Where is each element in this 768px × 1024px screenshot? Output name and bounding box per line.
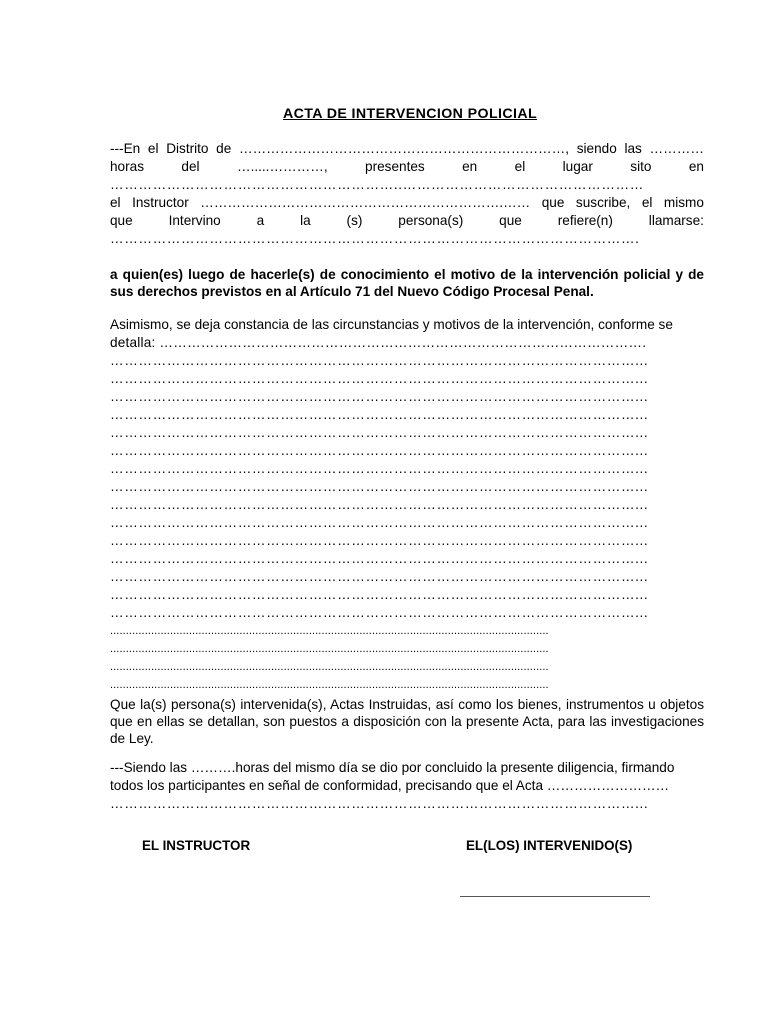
detail-dotted-small-lines [110, 622, 704, 694]
instructor-blank[interactable]: ………………………………………………………….…… [200, 195, 531, 210]
intervenido-signature-label: EL(LOS) INTERVENIDO(S) [466, 838, 633, 853]
fecha-blank[interactable]: ….....…………, [236, 159, 328, 174]
dotted-line[interactable]: …………………………………………………………………………………………………... [110, 515, 649, 530]
horas-line: horas del ….....…………, presentes en el lugar sito en [110, 159, 704, 174]
derechos-paragraph: a quien(es) luego de hacerle(s) de conocimiento el motivo de la intervención policial y de sus derechos previstos en al Artículo 71 del Nuevo Código Procesal Penal. [110, 267, 704, 299]
dotted-line[interactable]: …………………………………………………………………………………………………... [110, 425, 649, 440]
dotted-small-line[interactable]: ........................................................................................................................................... [110, 643, 549, 655]
dotted-line[interactable]: …………………………………………………………………………………………………... [110, 461, 649, 476]
dotted-line[interactable]: …………………………………………………………………………………………………... [110, 497, 649, 512]
instructor-line: el Instructor ………………………………………………………….…… que suscribe, el mismo [110, 195, 704, 210]
asimismo-line: Asimismo, se deja constancia de las circunstancias y motivos de la intervención, conforme se [110, 317, 673, 332]
distrito-blank[interactable]: ………………………………………………………………, [238, 141, 570, 156]
dotted-line[interactable]: …………………………………………………………………………………………………... [110, 389, 649, 404]
distrito-line: ---En el Distrito de ………………………………………………………………, siendo las ………… [110, 141, 704, 156]
dotted-line[interactable]: …………………………………………………………………………………………………... [110, 569, 649, 584]
dotted-line[interactable]: …………………………………………………………………………………………………... [110, 479, 649, 494]
detalla-line[interactable]: detalla: ……………………………………………………………………………………………. [110, 335, 647, 350]
detail-dotted-lines [110, 352, 704, 622]
siendo-line: ---Siendo las ……….horas del mismo día se dio por concluido la presente diligencia, firmando [110, 760, 675, 775]
acta-blank-line[interactable]: …………………………………………………………………………………………………... [110, 796, 649, 811]
dotted-line[interactable]: …………………………………………………………………………………………………... [110, 353, 649, 368]
dotted-small-line[interactable]: ........................................................................................................................................... [110, 661, 549, 673]
dotted-small-line[interactable]: ........................................................................................................................................... [110, 679, 549, 691]
dotted-small-line[interactable]: ........................................................................................................................................... [110, 625, 549, 637]
siendo-block [110, 759, 704, 813]
asimismo-block [110, 316, 704, 352]
dotted-line[interactable]: …………………………………………………………………………………………………... [110, 443, 649, 458]
lugar-blank-line[interactable]: ……………………………………………………..…………………………………………… [110, 177, 644, 192]
dotted-line[interactable]: …………………………………………………………………………………………………... [110, 587, 649, 602]
document-body [110, 106, 704, 813]
document-title: ACTA DE INTERVENCION POLICIAL [282, 106, 538, 122]
dotted-line[interactable]: …………………………………………………………………………………………………... [110, 371, 649, 386]
instructor-signature-label: EL INSTRUCTOR [142, 838, 251, 853]
dotted-line[interactable]: …………………………………………………………………………………………………... [110, 551, 649, 566]
hora-blank[interactable]: ………… [649, 141, 704, 156]
dotted-line[interactable]: …………………………………………………………………………………………………... [110, 533, 649, 548]
signature-line[interactable] [460, 896, 650, 897]
dotted-line[interactable]: …………………………………………………………………………………………………... [110, 407, 649, 422]
persona-blank-line[interactable]: …………………………………………………………………………………………………. [110, 231, 640, 246]
dotted-line[interactable]: …………………………………………………………………………………………………... [110, 605, 649, 620]
participantes-line: todos los participantes en señal de conformidad, precisando que el Acta ……………………… [110, 778, 670, 793]
disposicion-paragraph: Que la(s) persona(s) intervenida(s), Actas Instruidas, así como los bienes, instrumentos u objetos que en ellas se detallan, son puestos a disposición con la presente Acta, para las investigaciones de Ley. [110, 697, 704, 746]
signature-row [142, 838, 662, 858]
intervino-line: que Intervino a la (s) persona(s) que refiere(n) llamarse: [110, 213, 704, 228]
